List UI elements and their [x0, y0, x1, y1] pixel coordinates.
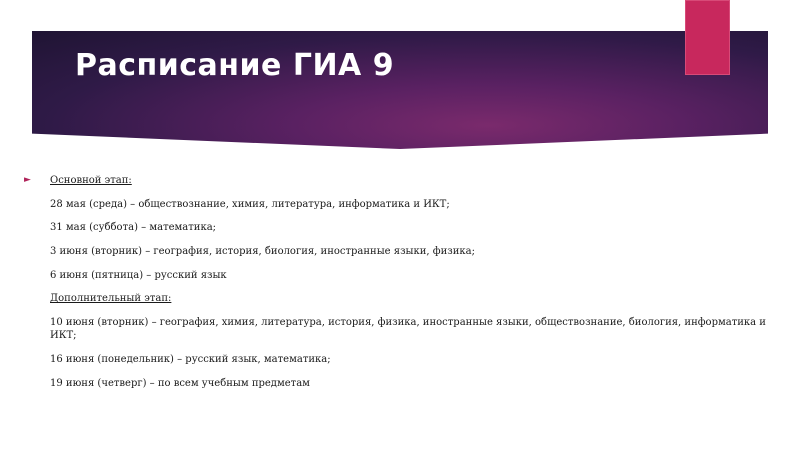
arrow-bullet-icon: ►: [24, 175, 31, 185]
schedule-content: [50, 174, 768, 400]
accent-bar: [685, 0, 730, 75]
schedule-item: 19 июня (четверг) – по всем учебным предметам: [50, 377, 310, 389]
schedule-item: 6 июня (пятница) – русский язык: [50, 269, 227, 281]
extra-stage-heading: Дополнительный этап:: [50, 293, 172, 305]
slide-title: Расписание ГИА 9: [75, 48, 395, 83]
main-stage-heading: Основной этап:: [50, 175, 132, 186]
schedule-item: 28 мая (среда) – обществознание, химия, литература, информатика и ИКТ;: [50, 198, 450, 210]
schedule-item: 3 июня (вторник) – география, история, биология, иностранные языки, физика;: [50, 246, 475, 258]
schedule-item: 31 мая (суббота) – математика;: [50, 222, 217, 234]
schedule-item: 16 июня (понедельник) – русский язык, математика;: [50, 353, 331, 365]
schedule-item: 10 июня (вторник) – география, химия, литература, история, физика, иностранные языки, обществознание, биология, информатика и ИКТ;: [50, 317, 766, 342]
